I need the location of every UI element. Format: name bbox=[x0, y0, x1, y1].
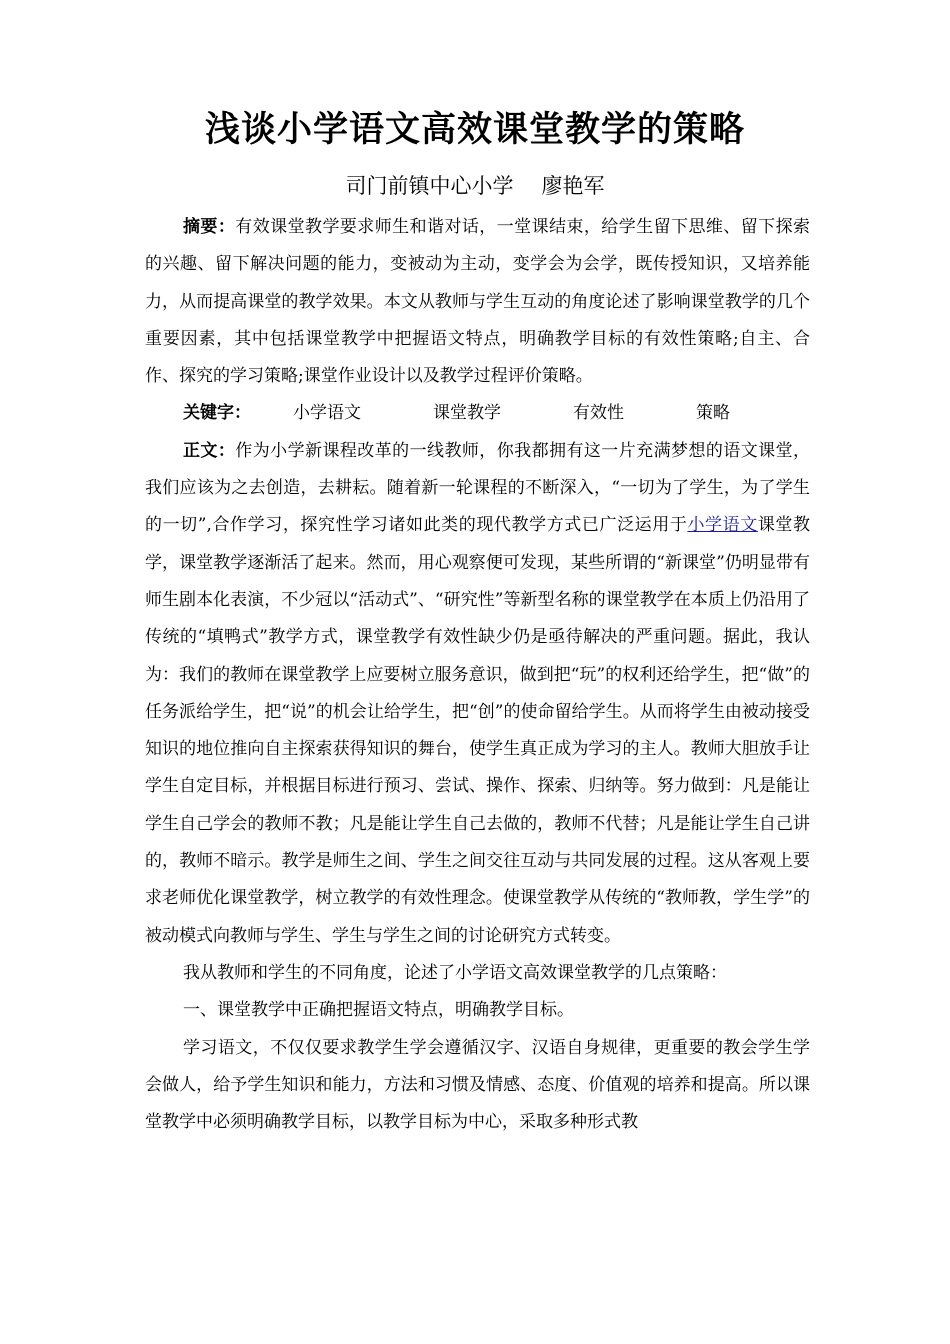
author-name: 廖艳军 bbox=[541, 174, 605, 198]
keywords-label: 关键字： bbox=[183, 403, 251, 424]
author-line bbox=[0, 168, 950, 204]
main-text-label: 正文： bbox=[183, 440, 236, 461]
keywords-paragraph bbox=[145, 395, 810, 432]
keyword-item: 课堂教学 bbox=[433, 403, 501, 424]
xiaoxue-yuwen-link[interactable]: 小学语文 bbox=[687, 515, 758, 536]
main-text-part1: 作为小学新课程改革的一线教师，你我都拥有这一片充满梦想的语文课堂，我们应该为之去创造，去耕耘。随着新一轮课程的不断深入，“一切为了学生，为了学生的一切”,合作学习，探究性学习诸如此类的现代教学方式已广泛运用于 bbox=[145, 440, 811, 536]
keyword-item: 有效性 bbox=[573, 403, 624, 424]
abstract-text: 有效课堂教学要求师生和谐对话，一堂课结束，给学生留下思维、留下探索的兴趣、留下解决问题的能力，变被动为主动，变学会为会学，既传授知识，又培养能力，从而提高课堂的教学效果。本文从教师与学生互动的角度论述了影响课堂教学的几个重要因素，其中包括课堂教学中把握语文特点，明确教学目标的有效性策略;自主、合作、探究的学习策略;课堂作业设计以及教学过程评价策略。 bbox=[145, 217, 811, 387]
document-title: 浅谈小学语文高效课堂教学的策略 bbox=[204, 109, 745, 150]
author-school: 司门前镇中心小学 bbox=[345, 174, 514, 198]
document-body bbox=[145, 209, 810, 1141]
main-text-paragraph bbox=[145, 433, 810, 955]
abstract-label: 摘要： bbox=[183, 217, 236, 237]
main-text-part2: 课堂教学，课堂教学逐渐活了起来。然而，用心观察便可发现，某些所谓的“新课堂”仍明显带有师生剧本化表演，不少冠以“活动式”、“研究性”等新型名称的课堂教学在本质上仍沿用了传统的“填鸭式”教学方式，课堂教学有效性缺少仍是亟待解决的严重问题。据此，我认为：我们的教师在课堂教学上应要树立服务意识，做到把“玩”的权利还给学生，把“做”的任务派给学生，把“说”的机会让给学生，把“创”的使命留给学生。从而将学生由被动接受知识的地位推向自主探索获得知识的舞台，使学生真正成为学习的主人。教师大胆放手让学生自定目标，并根据目标进行预习、尝试、操作、探索、归纳等。努力做到：凡是能让学生自己学会的教师不教；凡是能让学生自己去做的，教师不代替；凡是能让学生自己讲的，教师不暗示。教学是师生之间、学生之间交往互动与共同发展的过程。这从客观上要求老师优化课堂教学，树立教学的有效性理念。使课堂教学从传统的“教师教，学生学”的被动模式向教师与学生、学生与学生之间的讨论研究方式转变。 bbox=[145, 515, 811, 946]
abstract-paragraph bbox=[145, 209, 810, 395]
keyword-item: 策略 bbox=[696, 403, 730, 424]
keyword-item: 小学语文 bbox=[293, 403, 361, 424]
body-paragraph: 学习语文，不仅仅要求教学生学会遵循汉字、汉语自身规律，更重要的教会学生学会做人，给予学生知识和能力，方法和习惯及情感、态度、价值观的培养和提高。所以课堂教学中必须明确教学目标，以教学目标为中心，采取多种形式教 bbox=[145, 1037, 810, 1133]
body-paragraph: 我从教师和学生的不同角度，论述了小学语文高效课堂教学的几点策略： bbox=[183, 962, 727, 983]
section-heading: 一、课堂教学中正确把握语文特点，明确教学目标。 bbox=[183, 1000, 574, 1021]
